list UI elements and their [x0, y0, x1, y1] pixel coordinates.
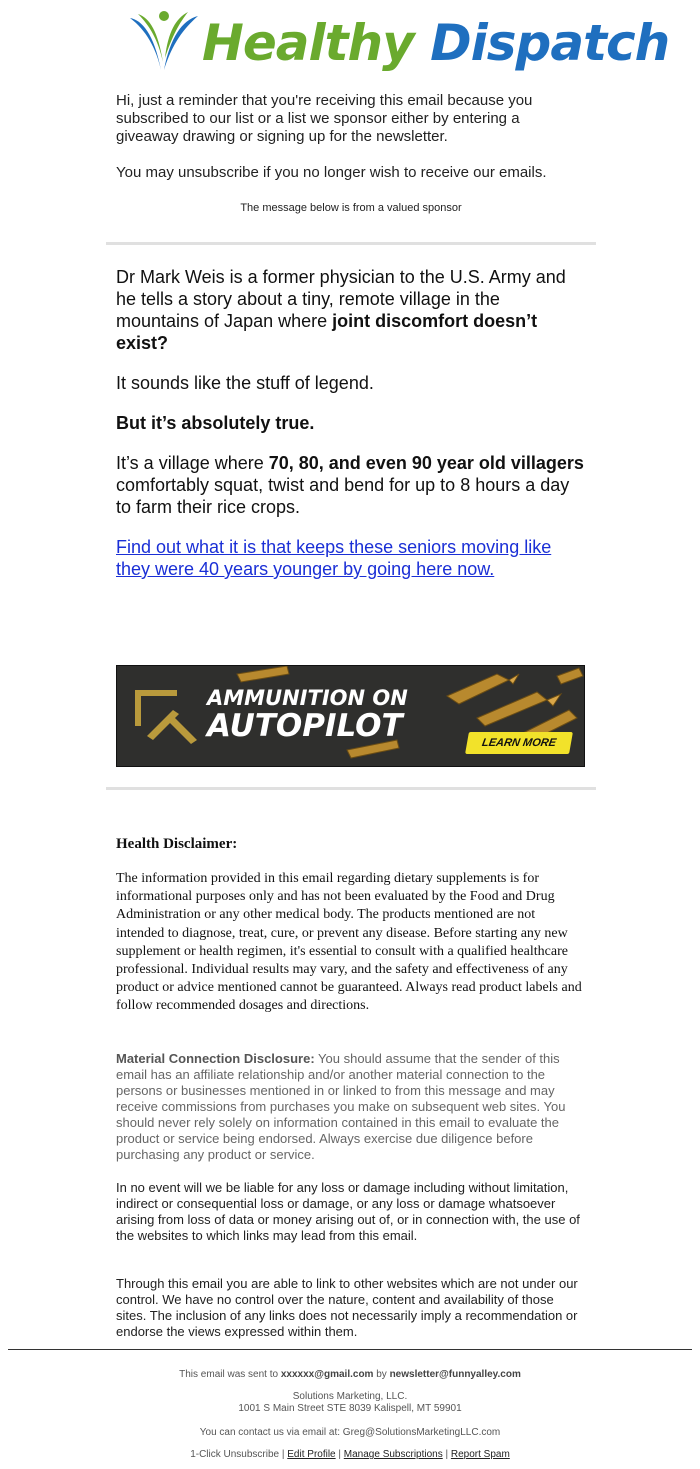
manage-subscriptions-link[interactable]: Manage Subscriptions — [343, 1449, 443, 1460]
story-paragraph — [116, 452, 586, 518]
footer-contact: You can contact us via email at: Greg@SolutionsMarketingLLC.com — [199, 1427, 501, 1438]
footer-divider — [8, 1349, 692, 1350]
footer-by: by — [373, 1369, 390, 1380]
sponsor-note: The message below is from a valued sponsor — [240, 202, 462, 214]
story-paragraph: It sounds like the stuff of legend. — [116, 373, 374, 393]
intro-reminder: Hi, just a reminder that you're receiving this email because you subscribed to our list or a list we sponsor either by entering a giveaway drawing or signing up for the newsletter. — [116, 92, 533, 145]
sponsor-story — [116, 266, 586, 598]
footer-recipient: xxxxxx@gmail.com — [280, 1369, 374, 1380]
brand-logo — [128, 6, 670, 82]
story-bold: joint discomfort doesn’t exist? — [116, 311, 538, 353]
story-text: Dr Mark Weis is a former physician to the U.S. Army and he tells a story about a tiny, remote village in the mountains of Japan where — [116, 267, 566, 331]
link-separator: | — [442, 1449, 451, 1460]
story-paragraph — [116, 536, 586, 580]
brand-word-dispatch: Dispatch — [430, 14, 670, 72]
story-paragraph — [116, 412, 586, 434]
banner-headline-2: AUTOPILOT — [207, 708, 403, 744]
brand-wordmark — [202, 8, 669, 78]
footer-sent-prefix: This email was sent to — [179, 1369, 281, 1380]
leaf-v-logo-icon — [128, 10, 200, 74]
footer-address: 1001 S Main Street STE 8039 Kalispell, MT 59901 — [238, 1403, 462, 1414]
brand-word-healthy: Healthy — [202, 14, 414, 72]
report-spam-link[interactable]: Report Spam — [450, 1449, 510, 1460]
footer-address-block — [0, 1391, 700, 1415]
banner-headline-1: AMMUNITION ON — [207, 686, 408, 710]
divider — [106, 787, 596, 790]
material-label: Material Connection Disclosure: — [116, 1051, 315, 1066]
health-disclaimer-title: Health Disclaimer: — [116, 836, 238, 852]
intro-unsubscribe-note: You may unsubscribe if you no longer wish to receive our emails. — [116, 164, 547, 181]
footer-company: Solutions Marketing, LLC. — [292, 1391, 408, 1402]
intro-section — [116, 92, 586, 182]
liability-disclaimer: In no event will we be liable for any loss or damage including without limitation, indirect or consequential loss or damage, or any loss or damage whatsoever arising from loss of data or money arising out of, or in connection with, the use of the websites to which links may lead from this email. — [116, 1180, 580, 1243]
story-cta-link[interactable]: Find out what it is that keeps these seniors moving like they were 40 years younger by going here now. — [116, 537, 552, 579]
link-separator: | — [335, 1449, 344, 1460]
learn-more-button[interactable]: LEARN MORE — [465, 732, 573, 754]
footer-sent-to — [0, 1369, 700, 1380]
story-bold: But it’s absolutely true. — [116, 413, 315, 433]
story-text: It’s a village where — [116, 453, 269, 473]
one-click-unsubscribe[interactable]: 1-Click Unsubscribe — [190, 1449, 280, 1460]
story-bold: 70, 80, and even 90 year old villagers — [268, 453, 584, 473]
edit-profile-link[interactable]: Edit Profile — [287, 1449, 336, 1460]
footer-links — [0, 1449, 700, 1460]
external-links-disclaimer: Through this email you are able to link to other websites which are not under our control. We have no control over the nature, content and availability of those sites. The inclusion of any links does not necessarily imply a recommendation or endorse the views expressed within them. — [116, 1276, 578, 1339]
footer-sender: newsletter@funnyalley.com — [389, 1369, 521, 1380]
divider — [106, 242, 596, 245]
health-disclaimer-body: The information provided in this email regarding dietary supplements is for informational purposes only and has not been evaluated by the Food and Drug Administration or any other medical body. The products mentioned are not intended to diagnose, treat, cure, or prevent any disease. Before starting any new supplement or health regimen, it's essential to consult with a qualified healthcare professional. Individual results may vary, and the safety and effectiveness of any product or advice mentioned cannot be guaranteed. Always read product labels and follow recommended dosages and directions. — [116, 871, 582, 1014]
ammunition-banner-ad[interactable] — [116, 665, 585, 767]
material-text: You should assume that the sender of this email has an affiliate relationship and/or another material connection to the persons or businesses mentioned in or linked to from this message and may receive commissions from purchases you make on subsequent web sites. You should never rely solely on information contained in this email to evaluate the product or service being endorsed. Always exercise due diligence before purchasing any product or service. — [116, 1051, 566, 1162]
link-separator: | — [279, 1449, 288, 1460]
story-text: comfortably squat, twist and bend for up to 8 hours a day to farm their rice crops. — [116, 475, 570, 517]
material-connection-disclosure — [116, 1051, 586, 1163]
story-paragraph — [116, 266, 586, 354]
